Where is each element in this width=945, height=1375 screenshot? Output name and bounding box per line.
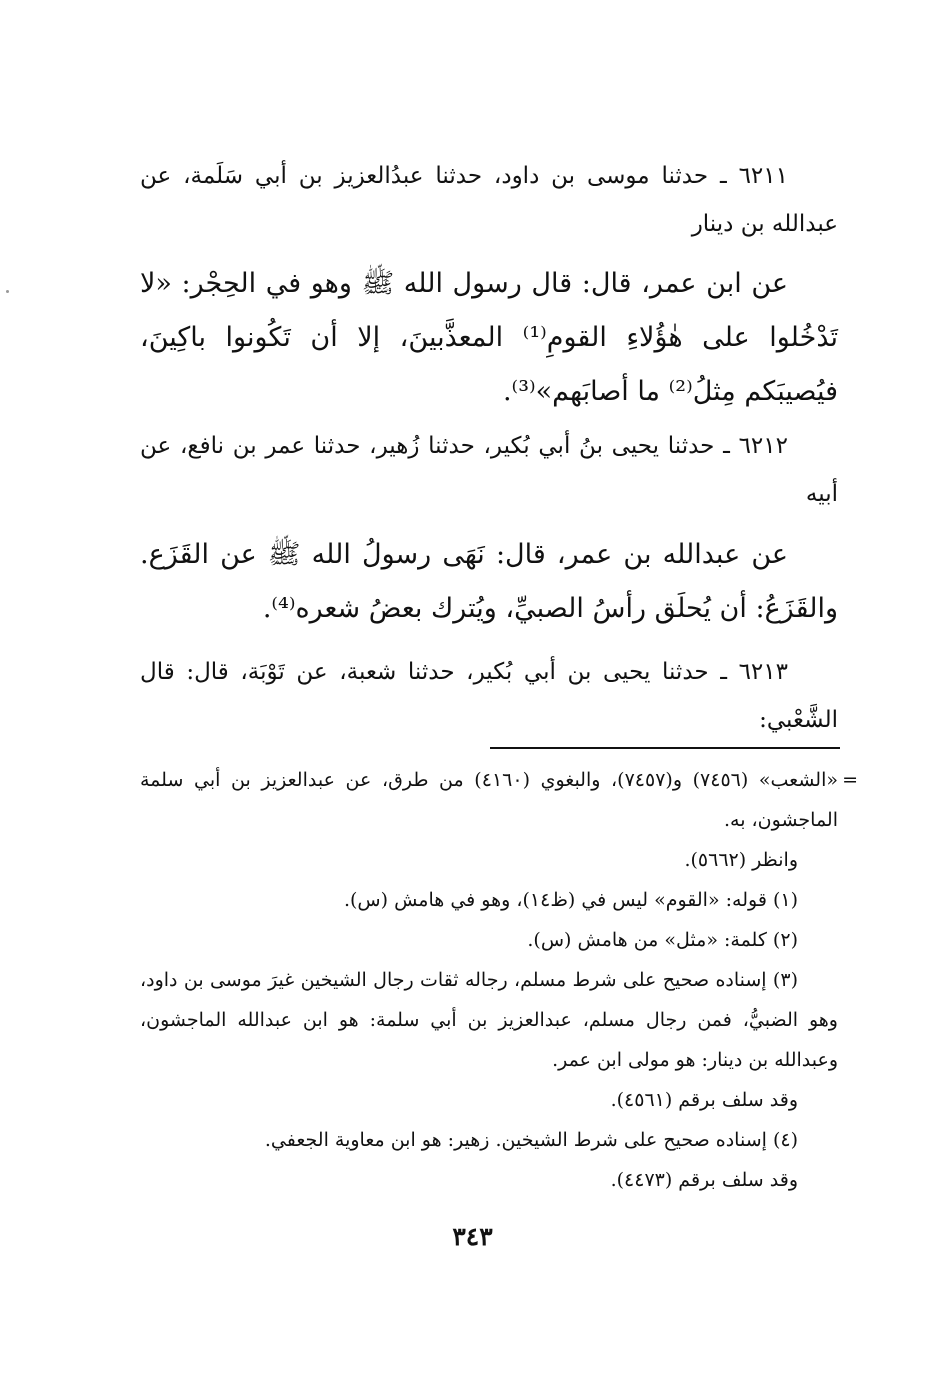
hadith-6211-chain: ٦٢١١ ـ حدثنا موسى بن داود، حدثنا عبدُالعزيز بن أبي سَلَمة، عن عبدالله بن دينار — [140, 163, 838, 237]
footnote-3: (٣) إسناده صحيح على شرط مسلم، رجاله ثقات رجال الشيخين غيرَ موسى بن داود، وهو الضبيُّ، فمن رجال مسلم، عبدالعزيز بن أبي سلمة: هو ابن عبدالله الماجشون، وعبدالله بن دينار: هو مولى ابن عمر. — [140, 969, 838, 1071]
continuation-marker: = — [842, 769, 858, 791]
footnote-4: (٤) إسناده صحيح على شرط الشيخين. زهير: هو ابن معاوية الجعفي. — [264, 1129, 798, 1151]
footnote-continuation-see-also: وانظر (٥٦٦٢). — [684, 849, 798, 871]
hadith-6211-text: عن ابن عمر، قال: قال رسول الله ﷺ وهو في الحِجْر: «لا تَدْخُلوا على هٰؤُلاءِ القومِ⁽¹⁾ المعذَّبينَ، إلا أن تَكُونوا باكِينَ، فيُصيبَكم مِثلُ⁽²⁾ ما أصابَهم»⁽³⁾. — [140, 268, 839, 407]
footnotes — [140, 760, 858, 1200]
hadith-6212-chain: ٦٢١٢ ـ حدثنا يحيى بنُ أبي بُكير، حدثنا زُهير، حدثنا عمر بن نافع، عن أبيه — [140, 433, 838, 507]
footnote-separator — [490, 747, 840, 749]
footnote-continuation — [140, 760, 858, 840]
footnote-continuation-text: «الشعب» (٧٤٥٦) و(٧٤٥٧)، والبغوي (٤١٦٠) من طرق، عن عبدالعزيز بن أبي سلمة الماجشون، به. — [140, 769, 838, 831]
scan-speck — [6, 290, 9, 293]
footnote-2: (٢) كلمة: «مثل» من هامش (س). — [527, 929, 798, 951]
hadith-6212-text: عن عبدالله بن عمر، قال: نَهَى رسولُ الله ﷺ عن القَزَع. والقَزَعُ: أن يُحلَق رأسُ الصبيِّ، ويُترك بعضُ شعره⁽⁴⁾. — [140, 539, 838, 624]
footnote-4-reference: وقد سلف برقم (٤٤٧٣). — [610, 1169, 798, 1191]
hadith-6213-chain: ٦٢١٣ ـ حدثنا يحيى بن أبي بُكير، حدثنا شعبة، عن تَوْبَة، قال: قال الشَّعْبي: — [140, 659, 838, 733]
page-number: ٣٤٣ — [452, 1222, 493, 1251]
footnote-3-reference: وقد سلف برقم (٤٥٦١). — [610, 1089, 798, 1111]
footnote-1: (١) قوله: «القوم» ليس في (ظ١٤)، وهو في هامش (س). — [343, 889, 798, 911]
